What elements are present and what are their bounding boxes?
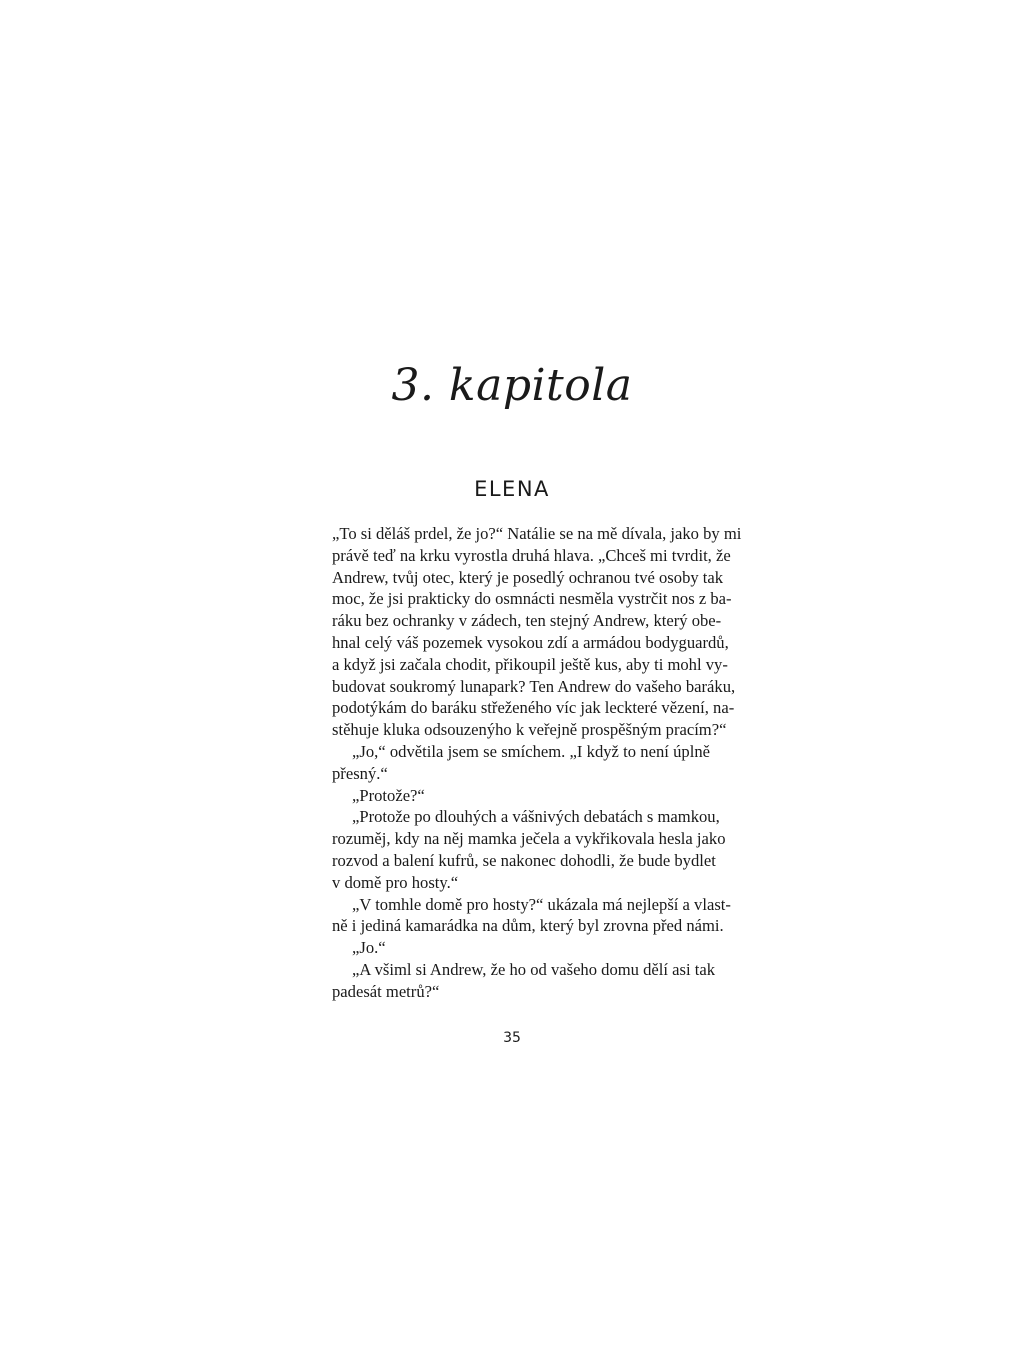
text-line: „Protože?“ [352,785,425,805]
text-line: „V tomhle domě pro hosty?“ ukázala má nejlepší a vlast- [352,894,731,914]
text-line: a když jsi začala chodit, přikoupil ještě kus, aby ti mohl vy- [332,654,728,674]
text-line: hnal celý váš pozemek vysokou zdí a armádou bodyguardů, [332,632,729,652]
pov-heading: ELENA [474,477,550,501]
text-line: přesný.“ [332,763,388,783]
text-line: rozuměj, kdy na něj mamka ječela a vykřikovala hesla jako [332,829,726,849]
chapter-title: 3. kapitola [391,360,633,411]
text-line: právě teď na krku vyrostla druhá hlava. „Chceš mi tvrdit, že [332,545,731,565]
text-line: v domě pro hosty.“ [332,872,459,892]
text-line: rozvod a balení kufrů, se nakonec dohodli, že bude bydlet [332,850,716,870]
body-text [332,523,742,1003]
text-line: Andrew, tvůj otec, který je posedlý ochranou tvé osoby tak [332,567,724,587]
text-line: stěhuje kluka odsouzenýho k veřejně prospěšným pracím?“ [332,720,727,740]
text-line: ráku bez ochranky v zádech, ten stejný Andrew, který obe- [332,611,722,631]
text-line: moc, že jsi prakticky do osmnácti nesměla vystrčit nos z ba- [332,589,732,609]
text-line: budovat soukromý lunapark? Ten Andrew do vašeho baráku, [332,676,736,696]
text-line: „To si děláš prdel, že jo?“ Natálie se na mě dívala, jako by mi [332,524,742,543]
text-line: „A všiml si Andrew, že ho od vašeho domu dělí asi tak [352,959,716,979]
text-line: ně i jediná kamarádka na dům, který byl zrovna před námi. [332,916,724,936]
text-line: „Jo.“ [352,938,386,958]
text-line: podotýkám do baráku střeženého víc jak leckteré vězení, na- [332,698,735,718]
page-number: 35 [503,1030,521,1046]
text-line: „Jo,“ odvětila jsem se smíchem. „I když to není úplně [352,741,710,761]
text-line: padesát metrů?“ [332,981,440,1001]
text-line: „Protože po dlouhých a vášnivých debatách s mamkou, [352,807,720,827]
